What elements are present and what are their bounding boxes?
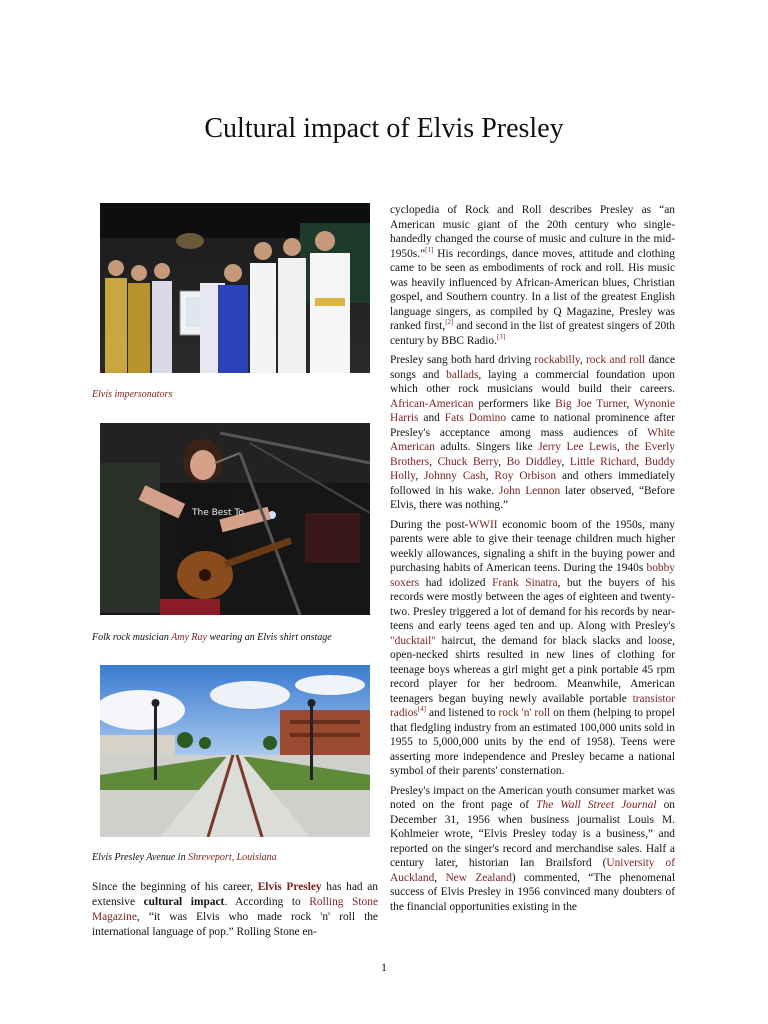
wwii-link[interactable]: WWII xyxy=(468,518,498,531)
johnny-cash-link[interactable]: Johnny Cash xyxy=(424,470,486,482)
text: , xyxy=(626,397,634,410)
text: has had an extensive xyxy=(92,881,378,908)
text: on them (helping to propel that fledgling industry from an estimated 100,000 units sold in 1955 to 5,000,000 units by the end of 1958). Teens were asserting more independence and Presley became a national symbol of their parents' consternation. xyxy=(390,707,675,777)
big-joe-turner-link[interactable]: Big Joe Turner xyxy=(555,397,627,410)
amy-ray-link[interactable]: Amy Ray xyxy=(171,632,207,643)
text: , xyxy=(498,455,507,468)
text: . According to xyxy=(224,896,310,908)
paragraph-4 xyxy=(390,784,675,915)
new-zealand-link[interactable]: New Zealand xyxy=(445,871,512,884)
text: , xyxy=(579,354,586,366)
roy-orbison-link[interactable]: Roy Orbison xyxy=(494,470,557,482)
text: , laying a commercial foundation upon which other rock musicians would build their careers. xyxy=(390,368,676,395)
text: His recordings, dance moves, attitude and clothing came to be seen as embodiments of rock and roll. His music was heavily influenced by African-American blues, Christian gospel, and Southern country. In a list of the greatest English language singers, as compiled by Q Magazine, Presley was ranked first, xyxy=(390,247,675,332)
impersonators-caption xyxy=(92,388,382,401)
everly-brothers-link[interactable]: the Everly Brothers xyxy=(390,441,675,468)
right-column-text xyxy=(390,203,675,919)
text: on December 31, 1956 when business journalist Louis M. Kohlmeier wrote, “Elvis Presley today is a business,” and reported on the singer's record and merchandise sales. Half a century later, historian Ian Brailsford ( xyxy=(390,799,675,869)
bo-diddley-link[interactable]: Bo Diddley xyxy=(506,455,562,468)
fats-domino-link[interactable]: Fats Domino xyxy=(444,412,507,424)
text: came to national prominence after Presley's acceptance among mass audiences of xyxy=(390,412,675,439)
paragraph-3 xyxy=(390,518,675,779)
paragraph-2 xyxy=(390,353,675,513)
text: and xyxy=(418,412,445,424)
jerry-lee-lewis-link[interactable]: Jerry Lee Lewis xyxy=(538,441,617,453)
text: , xyxy=(561,455,570,468)
little-richard-link[interactable]: Little Richard xyxy=(569,455,637,468)
shreveport-link[interactable]: Shreveport, Louisiana xyxy=(188,852,277,863)
rock-and-roll-link[interactable]: rock and roll xyxy=(586,354,646,366)
text: , xyxy=(616,441,626,453)
text: later observed, “Before Elvis, there was nothing.” xyxy=(390,484,675,511)
text: and others immediately followed in his wake. xyxy=(390,470,676,497)
elvis-presley-link[interactable]: Elvis Presley xyxy=(257,881,322,893)
text: cyclopedia of Rock and Roll describes Presley as “an American music giant of the 20th century who single-handedly changed the course of music and culture in the mid-1950s.” xyxy=(390,204,675,260)
photo-group-of-impersonators-icon xyxy=(100,203,370,373)
bobby-soxers-link[interactable]: bobby soxers xyxy=(390,562,675,589)
amy-ray-caption-post: wearing an Elvis shirt onstage xyxy=(206,632,332,643)
white-american-link[interactable]: White American xyxy=(390,426,675,453)
rolling-stone-link[interactable]: Rolling Stone Magazine xyxy=(92,896,378,923)
text: and second in the list of greatest singers of 20th century by BBC Radio. xyxy=(390,320,675,347)
text: , xyxy=(485,470,495,482)
avenue-caption xyxy=(92,851,382,864)
text: dance songs and xyxy=(390,354,676,381)
photo-musician-with-mandolin-icon xyxy=(100,423,370,615)
amy-ray-caption-pre: Folk rock musician xyxy=(92,632,172,643)
buddy-holly-link[interactable]: Buddy Holly xyxy=(390,455,676,482)
page-title: Cultural impact of Elvis Presley xyxy=(204,113,564,144)
ref-1[interactable]: [1] xyxy=(425,245,434,254)
ref-3[interactable]: [3] xyxy=(496,332,506,341)
text: Presley's impact on the American youth consumer market was noted on the front page of xyxy=(390,784,675,811)
cultural-impact-bold: cultural impact xyxy=(143,896,225,908)
text: and listened to xyxy=(426,707,499,719)
photo-avenue-street-icon xyxy=(100,665,370,837)
text: , xyxy=(415,470,424,482)
paragraph-1 xyxy=(390,203,675,348)
text: , xyxy=(429,455,438,468)
rockabilly-link[interactable]: rockabilly xyxy=(534,354,580,366)
ballads-link[interactable]: ballads xyxy=(446,368,479,381)
text: Presley sang both hard driving xyxy=(390,354,535,366)
rock-n-roll-link[interactable]: rock 'n' roll xyxy=(498,707,551,719)
text: During the post- xyxy=(390,518,469,531)
text: , but the buyers of his records were mostly between the ages of eighteen and twenty-two. Presley triggered a lot of demand for his records by near-teens and early teens aged ten and up. Along with Presley's xyxy=(390,576,675,632)
impersonators-photo xyxy=(100,203,370,373)
amy-ray-photo xyxy=(100,423,370,615)
text: economic boom of the 1950s, many parents were able to give their teenage children much higher weekly allowances, signaling a shift in the buying power and purchasing habits of American teens. During the 1940s xyxy=(390,518,675,574)
frank-sinatra-link[interactable]: Frank Sinatra xyxy=(492,576,558,589)
ducktail-link[interactable]: "ducktail" xyxy=(390,634,436,647)
text: , xyxy=(636,455,645,468)
text: haircut, the demand for black slacks and loose, open-necked shirts resulted in new lines of clothing for teenage boys whereas a girl might get a pink portable 45 rpm record player for her bedroom. Meanwhile, American teenagers began buying newly available portable xyxy=(390,634,675,705)
avenue-caption-pre: Elvis Presley Avenue in xyxy=(92,852,189,863)
shirt-text: The Best To xyxy=(192,508,244,518)
amy-ray-caption xyxy=(92,631,382,644)
text: Since the beginning of his career, xyxy=(92,881,258,893)
wall-street-journal-link[interactable]: The Wall Street Journal xyxy=(536,799,657,811)
transistor-radios-link[interactable]: transistor radios xyxy=(390,692,675,719)
text: , xyxy=(434,871,446,884)
text: adults. Singers like xyxy=(434,441,539,453)
text: performers like xyxy=(473,397,556,410)
impersonators-caption-text: Elvis impersonators xyxy=(92,389,173,400)
chuck-berry-link[interactable]: Chuck Berry xyxy=(437,455,499,468)
text: , “it was Elvis who made rock 'n' roll the international language of pop.” Rolling Stone en- xyxy=(92,911,378,938)
avenue-photo xyxy=(100,665,370,837)
john-lennon-link[interactable]: John Lennon xyxy=(498,484,561,497)
ref-4[interactable]: [4] xyxy=(417,705,427,714)
left-column-text xyxy=(92,880,378,940)
african-american-link[interactable]: African-American xyxy=(390,397,474,410)
page-number: 1 xyxy=(381,960,387,974)
wynonie-harris-link[interactable]: Wynonie Harris xyxy=(390,397,676,424)
text: had idolized xyxy=(419,576,493,589)
text: ) commented, “The phenomenal success of Elvis Presley in 1956 convinced many doubters of the financial opportunities existing in the xyxy=(390,871,675,913)
university-of-auckland-link[interactable]: University of Auckland xyxy=(390,857,675,884)
ref-2[interactable]: [2] xyxy=(445,318,454,327)
